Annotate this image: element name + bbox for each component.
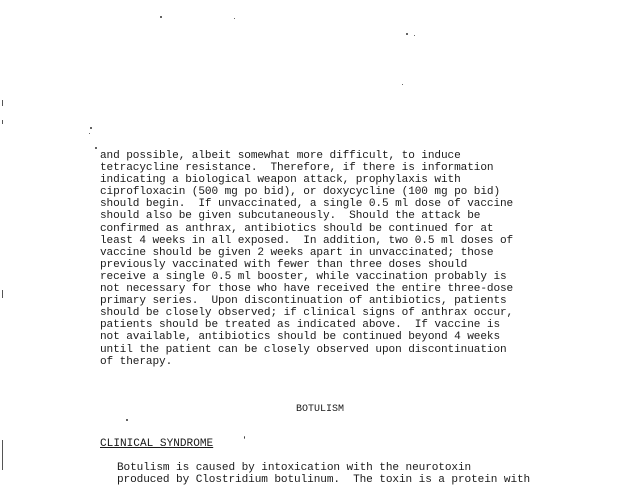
paragraph-line: ciprofloxacin (500 mg po bid), or doxycycline (100 mg po bid) <box>100 186 500 199</box>
paragraph-line: produced by Clostridium botulinum. The toxin is a protein with <box>117 474 531 486</box>
scan-edge-mark <box>2 440 3 470</box>
paragraph-line: tetracycline resistance. Therefore, if there is information <box>100 162 494 175</box>
anthrax-prophylaxis-paragraph <box>100 150 620 368</box>
scan-speck <box>89 133 90 134</box>
scan-speck <box>414 35 415 36</box>
paragraph-line: should be closely observed; if clinical signs of anthrax occur, <box>100 307 514 320</box>
botulism-intro-paragraph <box>117 462 627 486</box>
scan-speck <box>244 436 245 439</box>
scan-speck <box>95 147 97 149</box>
scan-speck <box>160 16 162 18</box>
paragraph-line: until the patient can be closely observed upon discontinuation <box>100 343 507 356</box>
scan-edge-mark <box>2 120 3 124</box>
paragraph-line: Botulism is caused by intoxication with the neurotoxin <box>117 462 472 474</box>
paragraph-line: receive a single 0.5 ml booster, while vaccination probably is <box>100 270 507 283</box>
subheading-clinical-syndrome: CLINICAL SYNDROME <box>100 438 214 450</box>
scan-speck <box>90 127 92 129</box>
scan-edge-mark <box>2 100 3 106</box>
paragraph-line: not available, antibiotics should be continued beyond 4 weeks <box>100 331 500 344</box>
paragraph-line: should begin. If unvaccinated, a single 0.5 ml dose of vaccine <box>100 198 514 211</box>
paragraph-line: vaccine should be given 2 weeks apart in unvaccinated; those <box>100 246 494 259</box>
scan-speck <box>402 84 403 85</box>
paragraph-line: primary series. Upon discontinuation of antibiotics, patients <box>100 295 507 308</box>
scan-edge-mark <box>2 290 3 298</box>
paragraph-line: confirmed as anthrax, antibiotics should be continued for at <box>100 222 494 235</box>
paragraph-line: should also be given subcutaneously. Should the attack be <box>100 210 481 223</box>
scan-speck <box>126 419 128 421</box>
scan-speck <box>406 33 408 35</box>
paragraph-line: indicating a biological weapon attack, prophylaxis with <box>100 174 461 187</box>
paragraph-line: least 4 weeks in all exposed. In addition, two 0.5 ml doses of <box>100 234 514 247</box>
paragraph-line: and possible, albeit somewhat more difficult, to induce <box>100 150 461 162</box>
paragraph-line: patients should be treated as indicated above. If vaccine is <box>100 319 500 332</box>
section-heading-botulism: BOTULISM <box>296 404 345 415</box>
paragraph-line: previously vaccinated with fewer than three doses should <box>100 258 468 271</box>
scan-speck <box>234 18 235 19</box>
paragraph-line: of therapy. <box>100 355 173 368</box>
paragraph-line: not necessary for those who have received the entire three-dose <box>100 283 514 296</box>
